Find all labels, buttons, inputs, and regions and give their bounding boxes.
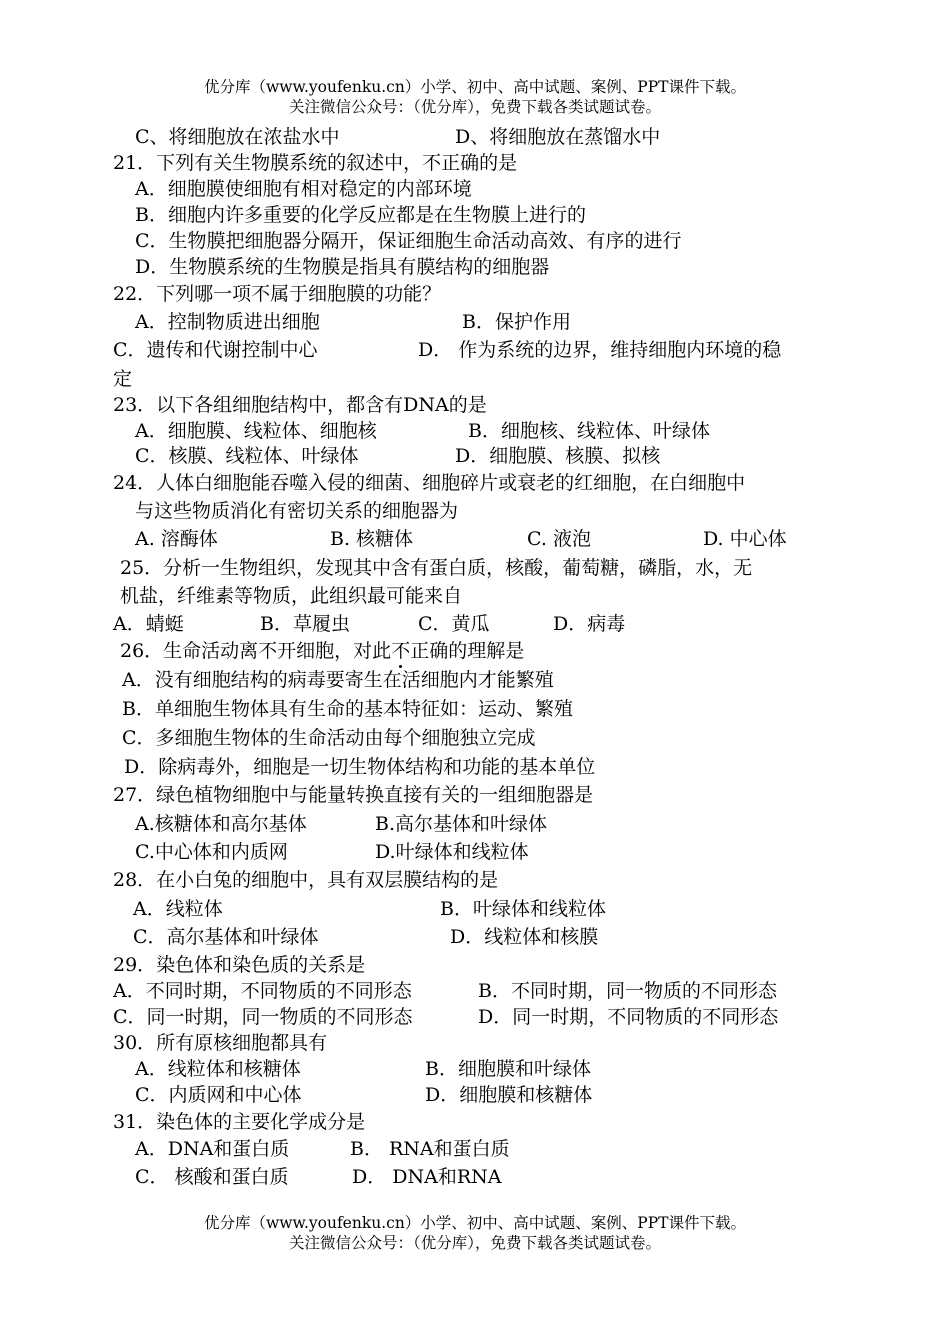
q28-option-c: C．高尔基体和叶绿体 — [133, 926, 319, 948]
q26-stem-prefix: 26．生命活动离不开细胞，对此 — [120, 640, 392, 662]
q30-option-b: B．细胞膜和叶绿体 — [425, 1058, 591, 1080]
page-header-line-2: 关注微信公众号：（优分库），免费下载各类试题试卷。 — [288, 98, 661, 116]
q26-option-a: A．没有细胞结构的病毒要寄生在活细胞内才能繁殖 — [122, 669, 554, 691]
q24-stem-line-1: 24．人体白细胞能吞噬入侵的细菌、细胞碎片或衰老的红细胞，在白细胞中 — [113, 472, 746, 494]
q25-stem-line-1: 25．分析一生物组织，发现其中含有蛋白质，核酸，葡萄糖，磷脂，水，无 — [120, 557, 753, 579]
q29-option-a: A．不同时期，不同物质的不同形态 — [113, 980, 412, 1002]
q21-option-b: B．细胞内许多重要的化学反应都是在生物膜上进行的 — [135, 204, 586, 226]
q29-option-b: B．不同时期，同一物质的不同形态 — [478, 980, 777, 1002]
q23-option-a: A．细胞膜、线粒体、细胞核 — [135, 420, 377, 442]
q25-option-d: D．病毒 — [553, 613, 626, 635]
q25-option-c: C．黄瓜 — [418, 613, 490, 635]
q30-option-c: C．内质网和中心体 — [135, 1084, 302, 1106]
q31-stem: 31．染色体的主要化学成分是 — [113, 1111, 366, 1133]
q27-option-c: C.中心体和内质网 — [135, 841, 288, 863]
q20-option-c: C、将细胞放在浓盐水中 — [135, 126, 340, 148]
q23-stem: 23．以下各组细胞结构中，都含有DNA的是 — [113, 394, 487, 416]
q22-option-b: B．保护作用 — [462, 311, 571, 333]
q27-option-b: B.高尔基体和叶绿体 — [375, 813, 548, 835]
q28-option-a: A．线粒体 — [133, 898, 223, 920]
q26-stem-suffix: 正确的理解是 — [410, 640, 525, 662]
q22-stem: 22．下列哪一项不属于细胞膜的功能？ — [113, 283, 442, 305]
q22-option-a: A．控制物质进出细胞 — [135, 311, 320, 333]
q21-option-d: D．生物膜系统的生物膜是指具有膜结构的细胞器 — [135, 256, 550, 278]
q22-option-c: C．遗传和代谢控制中心 — [113, 339, 318, 361]
q30-option-d: D．细胞膜和核糖体 — [425, 1084, 593, 1106]
q25-option-b: B．草履虫 — [260, 613, 350, 635]
q23-option-c: C．核膜、线粒体、叶绿体 — [135, 445, 359, 467]
q31-option-d: D． DNA和RNA — [352, 1166, 502, 1188]
q27-option-a: A.核糖体和高尔基体 — [135, 813, 307, 835]
q30-option-a: A．线粒体和核糖体 — [135, 1058, 301, 1080]
q24-option-a: A. 溶酶体 — [135, 528, 218, 550]
q26-option-d: D．除病毒外，细胞是一切生物体结构和功能的基本单位 — [124, 756, 596, 778]
q24-option-b: B. 核糖体 — [330, 528, 414, 550]
q27-stem: 27．绿色植物细胞中与能量转换直接有关的一组细胞器是 — [113, 784, 594, 806]
q29-option-d: D．同一时期，不同物质的不同形态 — [478, 1006, 779, 1028]
q21-option-c: C．生物膜把细胞器分隔开，保证细胞生命活动高效、有序的进行 — [135, 230, 682, 252]
q20-option-d: D、将细胞放在蒸馏水中 — [455, 126, 661, 148]
q23-option-b: B．细胞核、线粒体、叶绿体 — [468, 420, 710, 442]
q25-stem-line-2: 机盐，纤维素等物质，此组织最可能来自 — [120, 585, 463, 607]
q24-option-d: D. 中心体 — [703, 528, 787, 550]
q24-stem-line-2: 与这些物质消化有密切关系的细胞器为 — [135, 500, 459, 522]
q25-option-a: A．蜻蜓 — [113, 613, 184, 635]
page-footer-line-1: 优分库（www.youfenku.cn）小学、初中、高中试题、案例、PPT课件下载。 — [203, 1214, 747, 1232]
q23-option-d: D．细胞膜、核膜、拟核 — [455, 445, 661, 467]
q31-option-c: C． 核酸和蛋白质 — [135, 1166, 289, 1188]
page-header-line-1: 优分库（www.youfenku.cn）小学、初中、高中试题、案例、PPT课件下载。 — [203, 78, 747, 96]
page-footer-line-2: 关注微信公众号：（优分库），免费下载各类试题试卷。 — [288, 1234, 661, 1252]
q29-stem: 29．染色体和染色质的关系是 — [113, 954, 366, 976]
q28-option-b: B．叶绿体和线粒体 — [440, 898, 606, 920]
q21-option-a: A．细胞膜使细胞有相对稳定的内部环境 — [135, 178, 472, 200]
q31-option-a: A．DNA和蛋白质 — [135, 1138, 290, 1160]
q27-option-d: D.叶绿体和线粒体 — [375, 841, 529, 863]
q31-option-b: B． RNA和蛋白质 — [350, 1138, 510, 1160]
q22-option-d: D． 作为系统的边界，维持细胞内环境的稳 — [418, 339, 782, 361]
q26-stem-emphasis: 不 — [391, 640, 411, 662]
q26-option-c: C．多细胞生物体的生命活动由每个细胞独立完成 — [122, 727, 536, 749]
q21-stem: 21．下列有关生物膜系统的叙述中，不正确的是 — [113, 152, 518, 174]
q29-option-c: C．同一时期，同一物质的不同形态 — [113, 1006, 413, 1028]
q26-stem — [120, 638, 524, 664]
q30-stem: 30．所有原核细胞都具有 — [113, 1032, 328, 1054]
q28-stem: 28．在小白兔的细胞中，具有双层膜结构的是 — [113, 869, 499, 891]
q24-option-c: C. 液泡 — [527, 528, 591, 550]
q22-option-d-continuation: 定 — [113, 368, 133, 390]
q26-option-b: B．单细胞生物体具有生命的基本特征如：运动、繁殖 — [122, 698, 573, 720]
q28-option-d: D．线粒体和核膜 — [450, 926, 599, 948]
